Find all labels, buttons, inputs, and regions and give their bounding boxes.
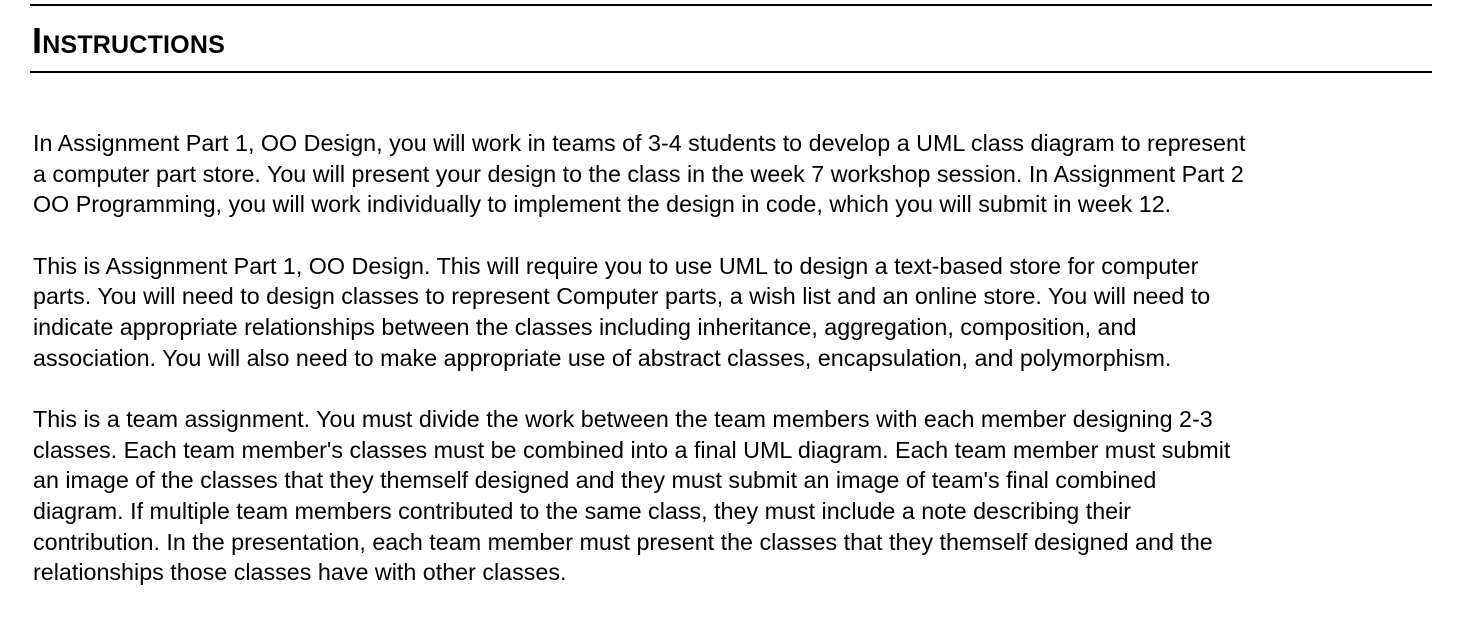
- instructions-body: [33, 128, 1433, 619]
- paragraph-line: This is a team assignment. You must divide the work between the team members with each member designing 2-3: [33, 406, 1213, 433]
- paragraph-line: diagram. If multiple team members contributed to the same class, they must include a note describing their: [33, 497, 1132, 524]
- section-heading: Instructions: [32, 20, 225, 61]
- heading-bottom-rule: [30, 71, 1432, 73]
- paragraph-line: classes. Each team member's classes must be combined into a final UML diagram. Each team member must submit: [33, 436, 1231, 463]
- paragraph-line: a computer part store. You will present your design to the class in the week 7 workshop session. In Assignment Part 2: [33, 160, 1244, 187]
- paragraph-overview: [33, 128, 1433, 220]
- heading-top-rule: [30, 4, 1432, 6]
- paragraph-part1-description: [33, 251, 1433, 373]
- paragraph-line: In Assignment Part 1, OO Design, you will work in teams of 3-4 students to develop a UML class diagram to represent: [33, 130, 1246, 156]
- paragraph-line: This is Assignment Part 1, OO Design. This will require you to use UML to design a text-based store for computer: [33, 252, 1199, 279]
- paragraph-line: OO Programming, you will work individually to implement the design in code, which you will submit in week 12.: [33, 191, 1172, 218]
- paragraph-team-assignment: [33, 404, 1433, 588]
- paragraph-line: an image of the classes that they themself designed and they must submit an image of team's final combined: [33, 467, 1157, 494]
- paragraph-line: relationships those classes have with other classes.: [33, 559, 567, 586]
- paragraph-line: association. You will also need to make appropriate use of abstract classes, encapsulation, and polymorphism.: [33, 344, 1172, 371]
- paragraph-line: contribution. In the presentation, each team member must present the classes that they themself designed and the: [33, 528, 1213, 555]
- paragraph-line: indicate appropriate relationships between the classes including inheritance, aggregation, composition, and: [33, 313, 1137, 340]
- paragraph-line: parts. You will need to design classes to represent Computer parts, a wish list and an online store. You will need to: [33, 283, 1211, 310]
